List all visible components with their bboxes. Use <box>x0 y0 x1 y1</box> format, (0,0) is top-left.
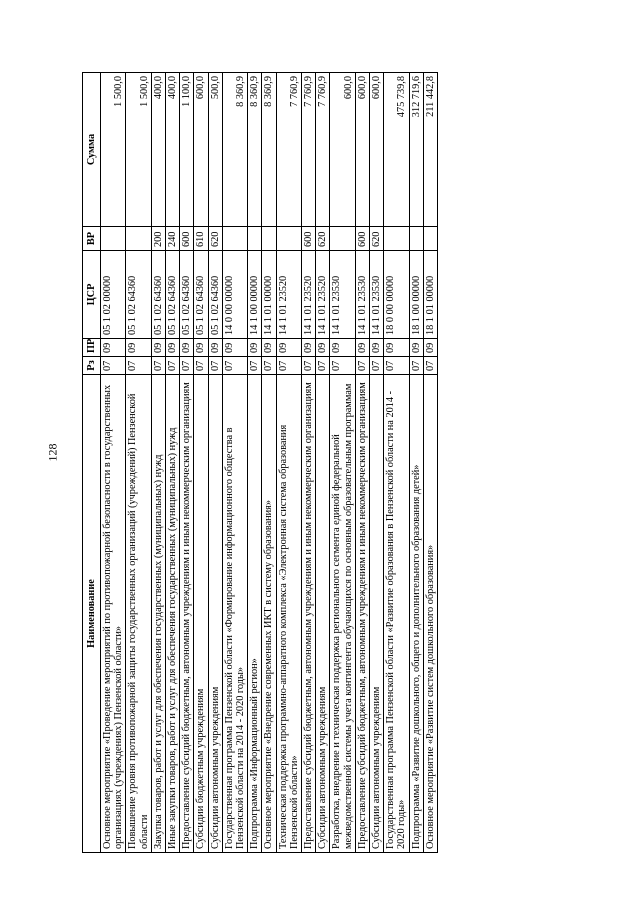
cell-pr: 09 <box>409 339 423 357</box>
cell-sum: 400,0 <box>151 73 165 227</box>
cell-rz: 07 <box>316 357 330 375</box>
cell-vr: 600 <box>180 227 194 251</box>
cell-vr: 620 <box>370 227 384 251</box>
header-vr: ВР <box>83 227 101 251</box>
cell-vr <box>409 227 423 251</box>
cell-pr: 09 <box>208 339 222 357</box>
rotated-page-content <box>82 73 566 853</box>
cell-name: Разработка, внедрение и техническая поддержка регионального сегмента единой федеральной межведомственной системы учета контингента обучающихся по основным образовательным программам <box>330 375 355 853</box>
cell-rz: 07 <box>166 357 180 375</box>
cell-name: Субсидии автономным учреждениям <box>208 375 222 853</box>
cell-rz: 07 <box>355 357 369 375</box>
cell-name: Основное мероприятие «Внедрение современных ИКТ в систему образования» <box>262 375 276 853</box>
cell-sum: 1 500,0 <box>101 73 126 227</box>
cell-name: Техническая поддержка программно-аппаратного комплекса «Электронная система образования Пензенской области» <box>276 375 301 853</box>
table-body <box>101 73 438 853</box>
cell-sum: 8 360,9 <box>222 73 247 227</box>
cell-csr: 14 1 01 23530 <box>355 251 369 339</box>
cell-csr: 18 1 01 00000 <box>423 251 437 339</box>
cell-csr: 14 1 01 00000 <box>262 251 276 339</box>
cell-pr: 09 <box>276 339 301 357</box>
cell-rz: 07 <box>126 357 151 375</box>
cell-sum: 1 500,0 <box>126 73 151 227</box>
cell-rz: 07 <box>262 357 276 375</box>
cell-rz: 07 <box>180 357 194 375</box>
table-row <box>302 73 316 853</box>
cell-rz: 07 <box>248 357 262 375</box>
header-sum: Сумма <box>83 73 101 227</box>
cell-vr <box>222 227 247 251</box>
table-row <box>222 73 247 853</box>
header-pr: ПР <box>83 339 101 357</box>
cell-rz: 07 <box>208 357 222 375</box>
cell-rz: 07 <box>302 357 316 375</box>
cell-pr: 09 <box>180 339 194 357</box>
cell-vr <box>248 227 262 251</box>
table-row <box>262 73 276 853</box>
table-row <box>355 73 369 853</box>
cell-rz: 07 <box>276 357 301 375</box>
cell-vr <box>126 227 151 251</box>
cell-vr: 200 <box>151 227 165 251</box>
cell-csr: 05 1 02 64360 <box>194 251 208 339</box>
table-row <box>316 73 330 853</box>
cell-sum: 600,0 <box>194 73 208 227</box>
cell-vr <box>384 227 409 251</box>
table-row <box>180 73 194 853</box>
cell-sum: 8 360,9 <box>248 73 262 227</box>
cell-csr: 14 1 00 00000 <box>248 251 262 339</box>
cell-vr: 620 <box>208 227 222 251</box>
header-csr: ЦСР <box>83 251 101 339</box>
cell-csr: 14 1 01 23530 <box>370 251 384 339</box>
cell-rz: 07 <box>370 357 384 375</box>
cell-rz: 07 <box>384 357 409 375</box>
cell-sum: 475 739,8 <box>384 73 409 227</box>
cell-pr: 09 <box>262 339 276 357</box>
table-row <box>330 73 355 853</box>
cell-csr: 18 1 00 00000 <box>409 251 423 339</box>
table-row <box>151 73 165 853</box>
cell-sum: 7 760,9 <box>302 73 316 227</box>
cell-vr <box>276 227 301 251</box>
cell-vr <box>262 227 276 251</box>
table-row <box>194 73 208 853</box>
cell-rz: 07 <box>423 357 437 375</box>
cell-csr: 05 1 02 64360 <box>166 251 180 339</box>
cell-pr: 09 <box>126 339 151 357</box>
cell-name: Субсидии автономным учреждениям <box>316 375 330 853</box>
cell-sum: 1 100,0 <box>180 73 194 227</box>
cell-name: Основное мероприятие «Проведение мероприятий по противопожарной безопасности в государственных организациях (учреждениях) Пензенской области» <box>101 375 126 853</box>
cell-pr: 09 <box>384 339 409 357</box>
page-number: 128 <box>45 443 60 462</box>
cell-vr: 600 <box>355 227 369 251</box>
cell-pr: 09 <box>194 339 208 357</box>
table-row <box>409 73 423 853</box>
cell-rz: 07 <box>151 357 165 375</box>
cell-name: Основное мероприятие «Развитие систем дошкольного образования» <box>423 375 437 853</box>
cell-sum: 600,0 <box>370 73 384 227</box>
table-row <box>423 73 437 853</box>
cell-pr: 09 <box>370 339 384 357</box>
table-row <box>208 73 222 853</box>
table-header-row <box>83 73 101 853</box>
cell-name: Подпрограмма «Информационный регион» <box>248 375 262 853</box>
cell-csr: 14 0 00 00000 <box>222 251 247 339</box>
cell-vr: 600 <box>302 227 316 251</box>
cell-pr: 09 <box>166 339 180 357</box>
cell-csr: 14 1 01 23520 <box>276 251 301 339</box>
cell-csr: 05 1 02 64360 <box>126 251 151 339</box>
cell-name: Предоставление субсидий бюджетным, автономным учреждениям и иным некоммерческим организациям <box>302 375 316 853</box>
cell-pr: 09 <box>302 339 316 357</box>
cell-name: Предоставление субсидий бюджетным, автономным учреждениям и иным некоммерческим организациям <box>180 375 194 853</box>
cell-sum: 600,0 <box>355 73 369 227</box>
cell-name: Субсидии автономным учреждениям <box>370 375 384 853</box>
cell-sum: 500,0 <box>208 73 222 227</box>
cell-sum: 211 442,8 <box>423 73 437 227</box>
cell-sum: 8 360,9 <box>262 73 276 227</box>
cell-name: Подпрограмма «Развитие дошкольного, общего и дополнительного образования детей» <box>409 375 423 853</box>
cell-pr: 09 <box>423 339 437 357</box>
table-row <box>126 73 151 853</box>
cell-pr: 09 <box>151 339 165 357</box>
cell-rz: 07 <box>194 357 208 375</box>
cell-rz: 07 <box>222 357 247 375</box>
table-row <box>166 73 180 853</box>
cell-name: Предоставление субсидий бюджетным, автономным учреждениям и иным некоммерческим организациям <box>355 375 369 853</box>
cell-csr: 14 1 01 23530 <box>330 251 355 339</box>
table-row <box>370 73 384 853</box>
cell-vr <box>423 227 437 251</box>
cell-sum: 7 760,9 <box>276 73 301 227</box>
cell-rz: 07 <box>330 357 355 375</box>
cell-name: Иные закупки товаров, работ и услуг для обеспечения государственных (муниципальных) нужд <box>166 375 180 853</box>
cell-rz: 07 <box>409 357 423 375</box>
cell-csr: 14 1 01 23520 <box>302 251 316 339</box>
cell-vr: 240 <box>166 227 180 251</box>
cell-csr: 05 1 02 64360 <box>151 251 165 339</box>
cell-csr: 18 0 00 00000 <box>384 251 409 339</box>
cell-pr: 09 <box>355 339 369 357</box>
cell-csr: 05 1 02 64360 <box>180 251 194 339</box>
header-rz: Рз <box>83 357 101 375</box>
cell-name: Государственная программа Пензенской области «Развитие образования в Пензенской области на 2014 - 2020 годы» <box>384 375 409 853</box>
cell-sum: 312 719,6 <box>409 73 423 227</box>
cell-vr <box>330 227 355 251</box>
budget-table <box>82 72 438 853</box>
cell-csr: 05 1 02 00000 <box>101 251 126 339</box>
cell-pr: 09 <box>330 339 355 357</box>
cell-vr <box>101 227 126 251</box>
cell-sum: 7 760,9 <box>316 73 330 227</box>
table-row <box>384 73 409 853</box>
cell-vr: 620 <box>316 227 330 251</box>
table-row <box>276 73 301 853</box>
cell-name: Повышение уровня противопожарной защиты государственных организаций (учреждений) Пензенской области <box>126 375 151 853</box>
cell-vr: 610 <box>194 227 208 251</box>
cell-pr: 09 <box>222 339 247 357</box>
cell-name: Закупка товаров, работ и услуг для обеспечения государственных (муниципальных) нужд <box>151 375 165 853</box>
cell-pr: 09 <box>248 339 262 357</box>
cell-name: Государственная программа Пензенской области «Формирование информационного общества в Пензенской области на 2014 - 2020 годы» <box>222 375 247 853</box>
cell-sum: 600,0 <box>330 73 355 227</box>
cell-name: Субсидии бюджетным учреждениям <box>194 375 208 853</box>
cell-csr: 05 1 02 64360 <box>208 251 222 339</box>
table-row <box>101 73 126 853</box>
table-row <box>248 73 262 853</box>
cell-csr: 14 1 01 23520 <box>316 251 330 339</box>
header-name: Наименование <box>83 375 101 853</box>
cell-pr: 09 <box>101 339 126 357</box>
cell-sum: 400,0 <box>166 73 180 227</box>
cell-rz: 07 <box>101 357 126 375</box>
cell-pr: 09 <box>316 339 330 357</box>
